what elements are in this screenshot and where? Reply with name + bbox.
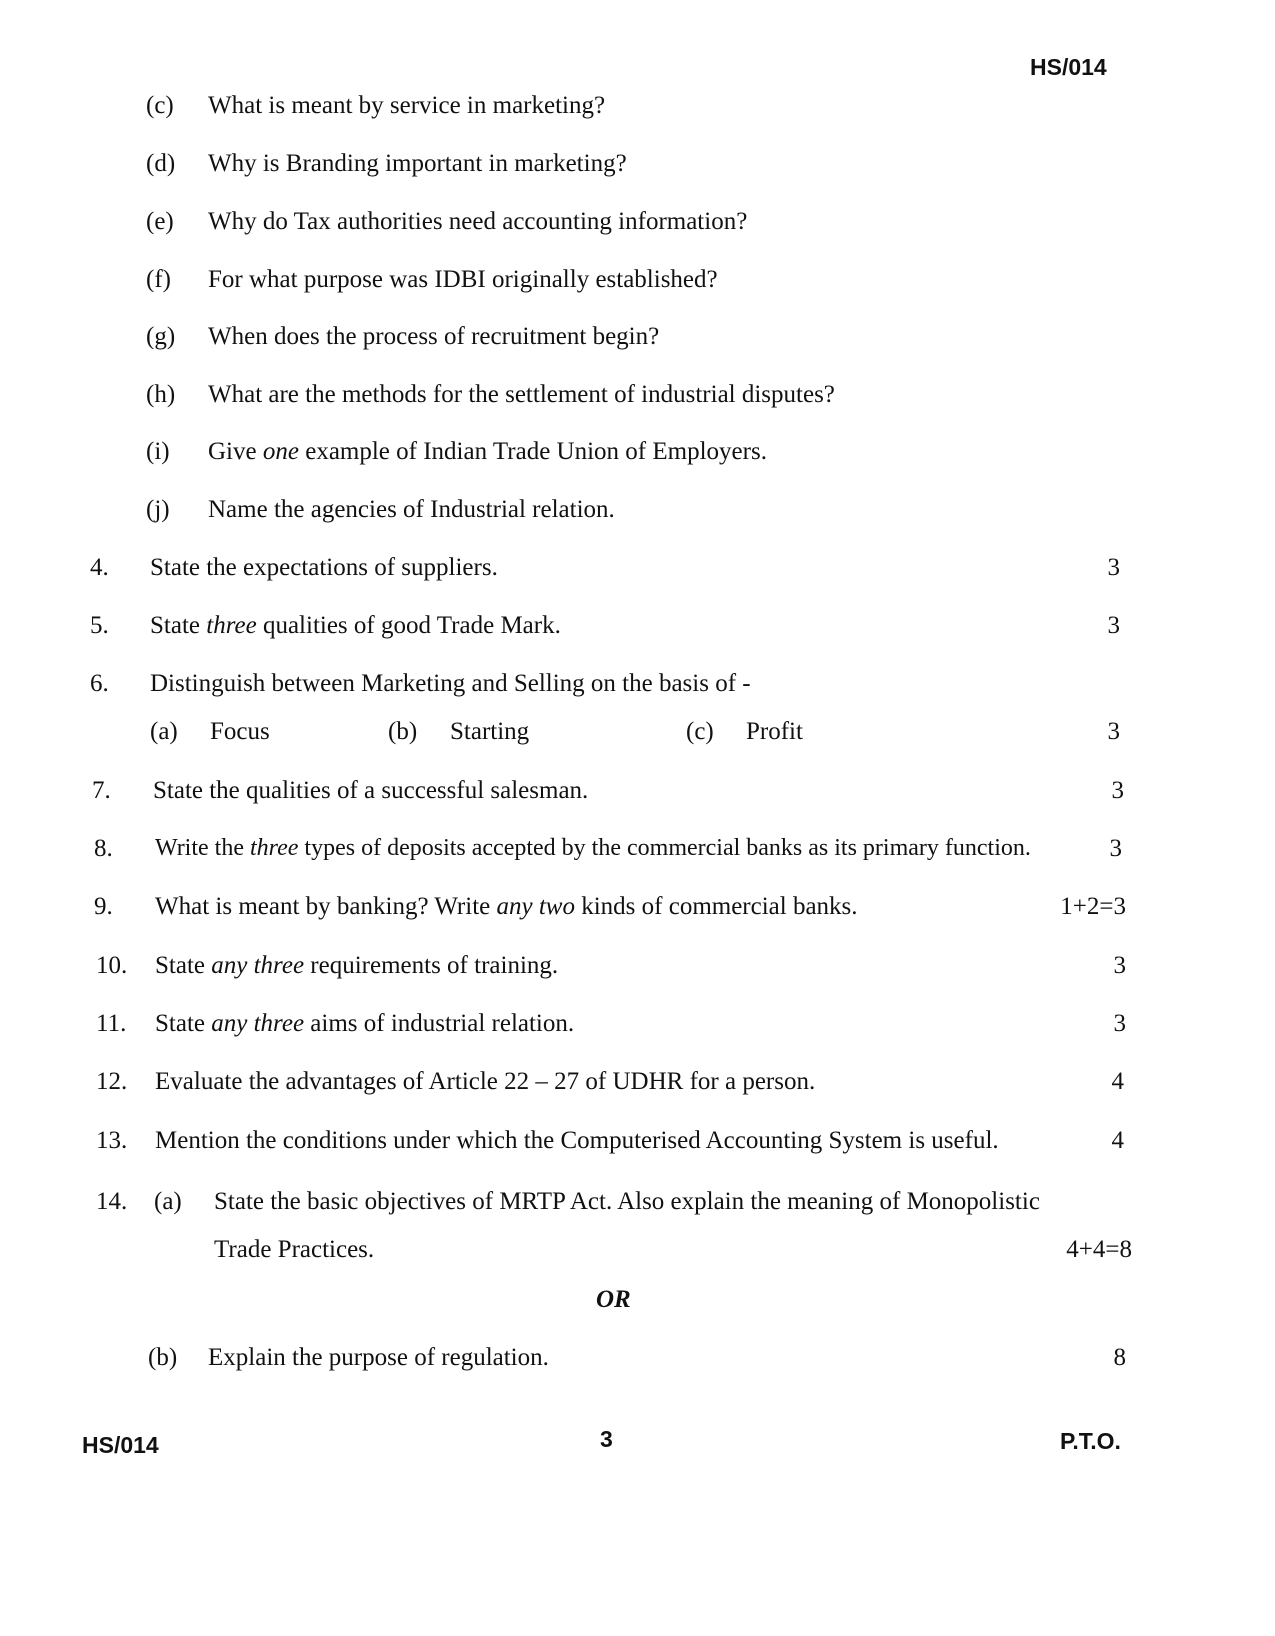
question-number: 8. — [94, 835, 113, 862]
sub-question-label: (a) — [154, 1188, 182, 1215]
question-number: 14. — [96, 1188, 128, 1215]
text-run: What is meant by banking? Write — [155, 893, 497, 920]
option-label: (b) — [388, 718, 418, 745]
question-text: Evaluate the advantages of Article 22 – 27 of UDHR for a person. — [155, 1068, 816, 1095]
option-text: Profit — [746, 718, 803, 745]
question-text — [155, 1010, 574, 1038]
sub-question-label: (b) — [148, 1344, 178, 1371]
text-run: State — [155, 952, 212, 979]
pto-label: P.T.O. — [1060, 1428, 1121, 1454]
question-number: 12. — [96, 1068, 128, 1095]
sub-question-label: (h) — [146, 381, 176, 408]
question-marks: 3 — [1111, 777, 1124, 804]
sub-question-text: For what purpose was IDBI originally established? — [208, 266, 718, 293]
emphasis-text: three — [206, 612, 257, 639]
sub-question-text: Name the agencies of Industrial relation. — [208, 496, 615, 523]
question-number: 11. — [96, 1010, 127, 1037]
page-number: 3 — [600, 1426, 613, 1452]
question-text: Trade Practices. — [214, 1236, 375, 1263]
question-marks: 8 — [1113, 1344, 1126, 1371]
text-run: Write the — [155, 835, 250, 861]
question-9 — [94, 893, 1134, 925]
sub-question-label: (f) — [146, 266, 171, 293]
text-run: qualities of good Trade Mark. — [256, 612, 561, 639]
text-run: requirements of training. — [304, 952, 559, 979]
question-number: 7. — [92, 777, 111, 804]
question-14b — [96, 1344, 1136, 1376]
option-text: Starting — [450, 718, 530, 745]
question-8 — [94, 835, 1134, 867]
question-marks: 3 — [1113, 1010, 1126, 1037]
question-5 — [90, 612, 1130, 644]
sub-question-label: (g) — [146, 323, 176, 350]
text-run: types of deposits accepted by the commercial banks as its primary function. — [298, 835, 1031, 861]
text-run: Give — [208, 438, 263, 465]
sub-question-text: When does the process of recruitment begin? — [208, 323, 660, 350]
question-6 — [90, 670, 1130, 702]
question-text: State the expectations of suppliers. — [150, 554, 498, 581]
question-marks: 3 — [1107, 554, 1120, 581]
sub-question-label: (i) — [146, 438, 170, 465]
text-run: kinds of commercial banks. — [574, 893, 858, 920]
question-text: Mention the conditions under which the Computerised Accounting System is useful. — [155, 1127, 999, 1154]
question-6-options — [90, 718, 1130, 750]
or-separator: OR — [596, 1286, 631, 1313]
question-7 — [92, 777, 1132, 809]
question-number: 10. — [96, 952, 128, 979]
question-text: Explain the purpose of regulation. — [208, 1344, 549, 1371]
question-number: 5. — [90, 612, 109, 639]
question-number: 4. — [90, 554, 109, 581]
question-text: State the qualities of a successful salesman. — [153, 777, 589, 804]
question-4 — [90, 554, 1130, 586]
question-text — [150, 612, 561, 640]
sub-question-text — [208, 438, 767, 466]
question-marks: 3 — [1113, 952, 1126, 979]
question-number: 6. — [90, 670, 109, 697]
question-marks: 3 — [1107, 612, 1120, 639]
question-text — [155, 835, 1031, 862]
question-number: 9. — [94, 893, 113, 920]
question-10 — [96, 952, 1136, 984]
question-14a-continuation — [96, 1236, 1136, 1268]
footer-paper-code: HS/014 — [82, 1432, 159, 1458]
option-label: (c) — [686, 718, 714, 745]
question-number: 13. — [96, 1127, 128, 1154]
text-run: aims of industrial relation. — [304, 1010, 575, 1037]
question-text — [155, 893, 858, 921]
header-paper-code: HS/014 — [1030, 54, 1107, 80]
sub-question-text: Why is Branding important in marketing? — [208, 150, 627, 177]
question-13 — [96, 1127, 1136, 1159]
question-text: State the basic objectives of MRTP Act. Also explain the meaning of Monopolistic — [214, 1188, 1040, 1215]
sub-question-text: What are the methods for the settlement of industrial disputes? — [208, 381, 835, 408]
text-run: example of Indian Trade Union of Employers. — [298, 438, 767, 465]
question-12 — [96, 1068, 1136, 1100]
option-text: Focus — [210, 718, 270, 745]
emphasis-text: three — [250, 835, 299, 861]
text-run: State — [155, 1010, 212, 1037]
emphasis-text: any two — [496, 893, 575, 920]
sub-question-text: Why do Tax authorities need accounting information? — [208, 208, 748, 235]
text-run: State — [150, 612, 207, 639]
question-marks: 4 — [1111, 1068, 1124, 1095]
question-14 — [96, 1188, 1136, 1220]
sub-question-label: (j) — [146, 496, 170, 523]
emphasis-text: any three — [211, 952, 305, 979]
question-marks: 3 — [1109, 835, 1122, 862]
question-marks: 4+4=8 — [1066, 1236, 1132, 1263]
question-marks: 1+2=3 — [1060, 893, 1126, 920]
question-marks: 3 — [1107, 718, 1120, 745]
emphasis-text: one — [262, 438, 299, 465]
sub-question-text: What is meant by service in marketing? — [208, 92, 606, 119]
sub-question-label: (e) — [146, 208, 174, 235]
question-text — [155, 952, 558, 980]
question-marks: 4 — [1111, 1127, 1124, 1154]
option-label: (a) — [150, 718, 178, 745]
emphasis-text: any three — [211, 1010, 305, 1037]
sub-question-label: (d) — [146, 150, 176, 177]
question-11 — [96, 1010, 1136, 1042]
question-text: Distinguish between Marketing and Selling on the basis of - — [150, 670, 751, 697]
sub-question-label: (c) — [146, 92, 174, 119]
